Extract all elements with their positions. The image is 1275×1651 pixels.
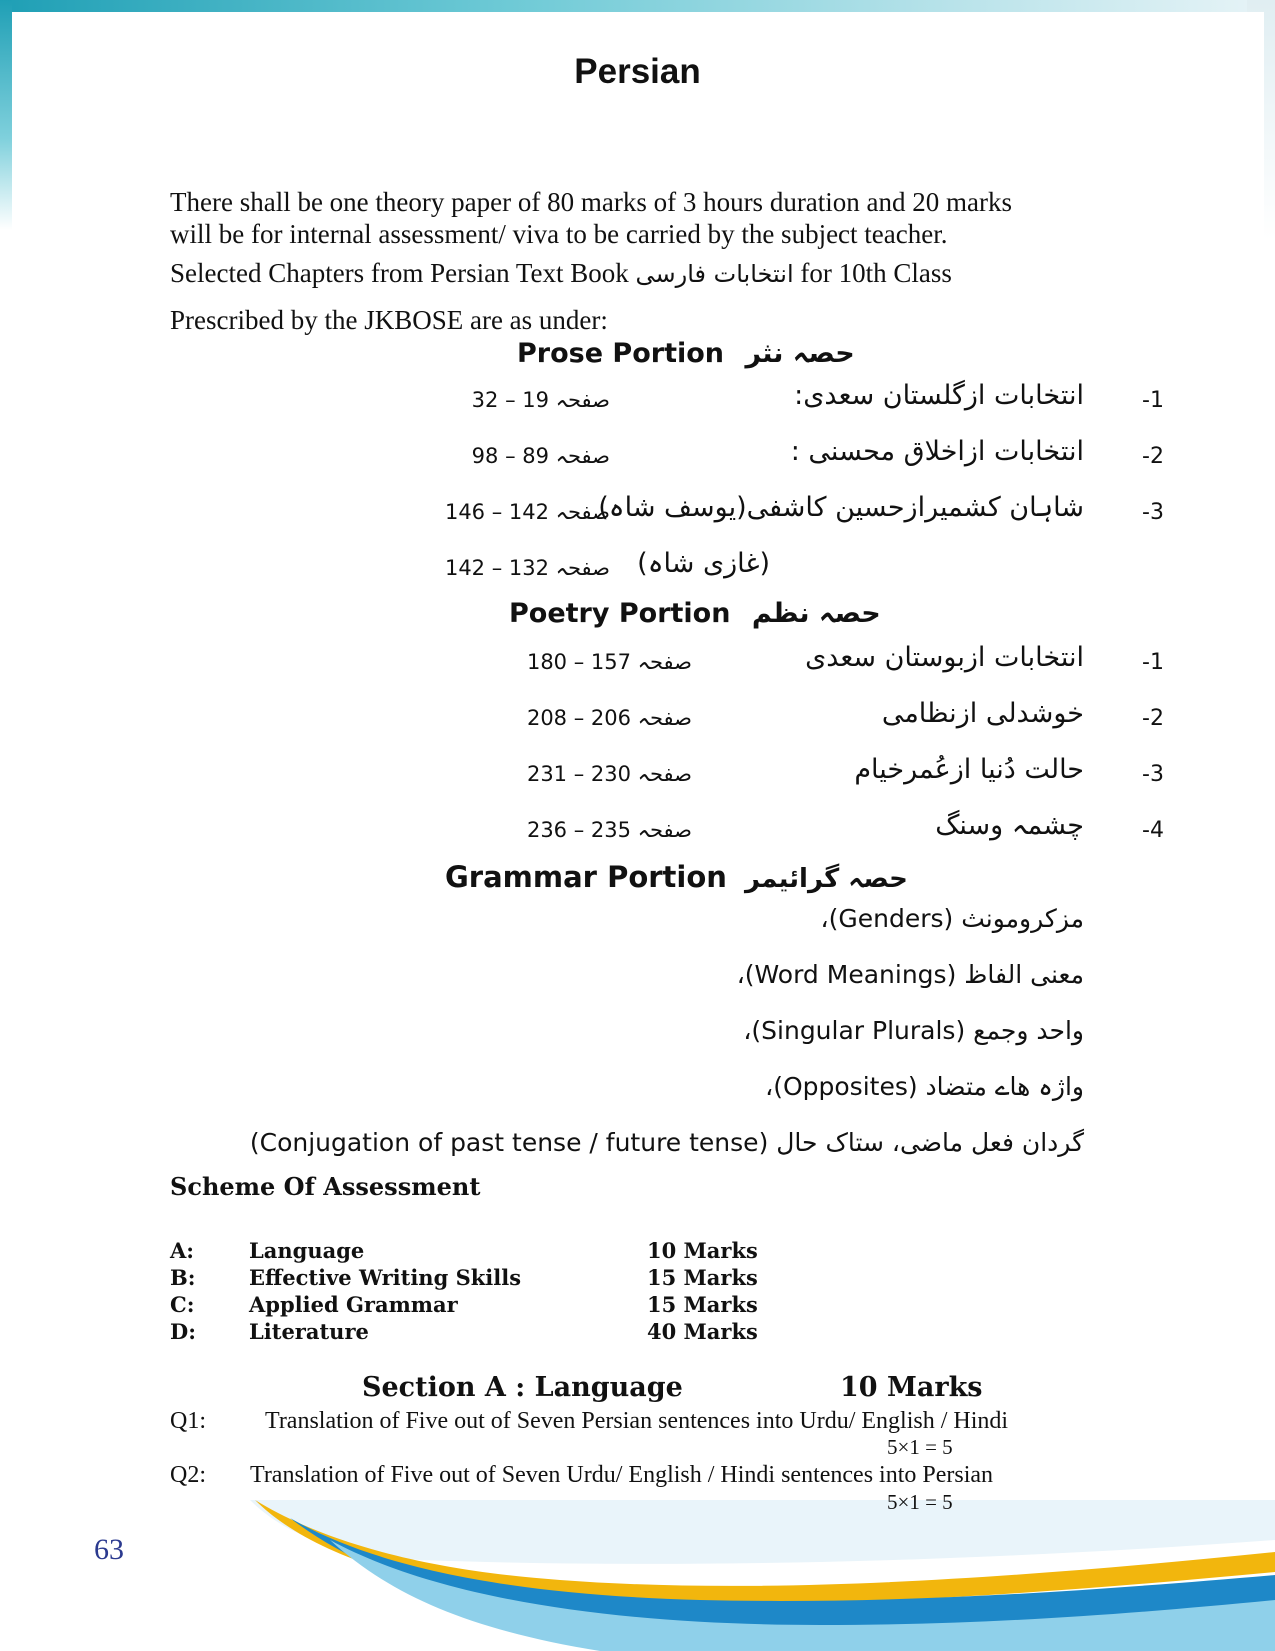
intro-line-3-prefix: Selected Chapters from Persian Text Book <box>170 258 629 288</box>
poetry-item-3-pages: صفحہ 230 – 231 <box>526 762 692 786</box>
scheme-row-a-key: A: <box>170 1238 195 1263</box>
prose-item-3-number: -3 <box>1142 500 1164 525</box>
intro-line-4: Prescribed by the JKBOSE are as under: <box>170 305 608 335</box>
poetry-item-1-title: انتخابات ازبوستان سعدی <box>805 642 1084 673</box>
poetry-heading-en: Poetry Portion <box>509 598 731 629</box>
grammar-item-word-meanings: معنی الفاظ (Word Meanings)، <box>736 960 1084 989</box>
scheme-row-c-key: C: <box>170 1292 195 1317</box>
prose-heading-en: Prose Portion <box>517 338 725 369</box>
grammar-heading-en: Grammar Portion <box>445 860 727 894</box>
poetry-item-2-number: -2 <box>1142 706 1164 731</box>
page-title: Persian <box>574 52 701 91</box>
prose-item-3-pages: صفحہ 142 – 146 <box>444 500 610 524</box>
scheme-row-a-label: Language <box>249 1238 365 1263</box>
q2-score: 5×1 = 5 <box>887 1490 953 1514</box>
q1-text: Translation of Five out of Seven Persian sentences into Urdu/ English / Hindi <box>265 1408 1009 1434</box>
poetry-item-4-number: -4 <box>1142 818 1164 843</box>
grammar-heading <box>445 860 908 894</box>
prose-item-1-number: -1 <box>1142 388 1164 413</box>
section-a-heading: Section A : Language <box>362 1372 683 1403</box>
prose-item-2-number: -2 <box>1142 444 1164 469</box>
scheme-row-c-marks: 15 Marks <box>647 1292 758 1317</box>
poetry-item-2-pages: صفحہ 206 – 208 <box>526 706 692 730</box>
poetry-item-3-number: -3 <box>1142 762 1164 787</box>
section-a-marks: 10 Marks <box>840 1372 983 1403</box>
scheme-row-b-label: Effective Writing Skills <box>249 1265 522 1290</box>
scheme-row-c-label: Applied Grammar <box>249 1292 458 1317</box>
poetry-heading-urdu: حصہ نظم <box>751 598 881 629</box>
page-number: 63 <box>94 1533 124 1566</box>
poetry-item-1-pages: صفحہ 157 – 180 <box>526 650 692 674</box>
prose-item-3-title: شاہان کشمیرازحسین کاشفی(یوسف شاہ) <box>598 492 1084 523</box>
prose-heading-urdu: حصہ نثر <box>745 338 855 369</box>
intro-line-3-suffix: for 10th Class <box>800 258 952 288</box>
textbook-title-persian: انتخابات فارسی <box>635 260 794 288</box>
poetry-item-1-number: -1 <box>1142 650 1164 675</box>
poetry-item-4-title: چشمہ وسنگ <box>935 810 1084 841</box>
prose-item-2-pages: صفحہ 89 – 98 <box>471 444 610 468</box>
q2-label: Q2: <box>170 1462 206 1488</box>
grammar-heading-urdu: حصہ گرائیمر <box>745 864 908 894</box>
q2-text: Translation of Five out of Seven Urdu/ English / Hindi sentences into Persian <box>250 1462 994 1488</box>
intro-line-3 <box>170 257 952 290</box>
poetry-item-2-title: خوشدلی ازنظامی <box>881 698 1084 729</box>
poetry-item-3-title: حالت دُنیا ازعُمرخیام <box>854 754 1084 785</box>
prose-item-4-pages: صفحہ 132 – 142 <box>444 556 610 580</box>
grammar-item-conjugation: گردان فعل ماضی، ستاک حال (Conjugation of past tense / future tense) <box>249 1128 1084 1157</box>
scheme-row-b-key: B: <box>170 1265 196 1290</box>
poetry-heading <box>509 598 881 629</box>
scheme-row-a-marks: 10 Marks <box>647 1238 758 1263</box>
grammar-item-genders: مزکرومونث (Genders)، <box>820 904 1084 933</box>
q1-label: Q1: <box>170 1408 206 1434</box>
grammar-item-opposites: واژہ ھاے متضاد (Opposites)، <box>765 1072 1084 1101</box>
grammar-item-singular-plurals: واحد وجمع (Singular Plurals)، <box>743 1016 1084 1045</box>
intro-line-2: will be for internal assessment/ viva to be carried by the subject teacher. <box>170 219 948 249</box>
prose-item-4-title: (غازی شاہ) <box>637 548 770 579</box>
bottom-wave-decoration <box>0 1500 1275 1651</box>
left-decor-band <box>0 0 12 230</box>
poetry-item-4-pages: صفحہ 235 – 236 <box>526 818 692 842</box>
q1-score: 5×1 = 5 <box>887 1435 953 1459</box>
prose-item-2-title: انتخابات ازاخلاق محسنی : <box>790 436 1084 467</box>
prose-item-1-pages: صفحہ 19 – 32 <box>471 388 610 412</box>
scheme-row-d-label: Literature <box>249 1319 369 1344</box>
scheme-heading: Scheme Of Assessment <box>170 1172 481 1201</box>
scheme-row-d-marks: 40 Marks <box>647 1319 758 1344</box>
prose-heading <box>517 338 855 369</box>
prose-item-1-title: انتخابات ازگلستان سعدی: <box>794 380 1084 411</box>
scheme-row-d-key: D: <box>170 1319 196 1344</box>
scheme-row-b-marks: 15 Marks <box>647 1265 758 1290</box>
intro-line-1: There shall be one theory paper of 80 marks of 3 hours duration and 20 marks <box>170 187 1013 217</box>
